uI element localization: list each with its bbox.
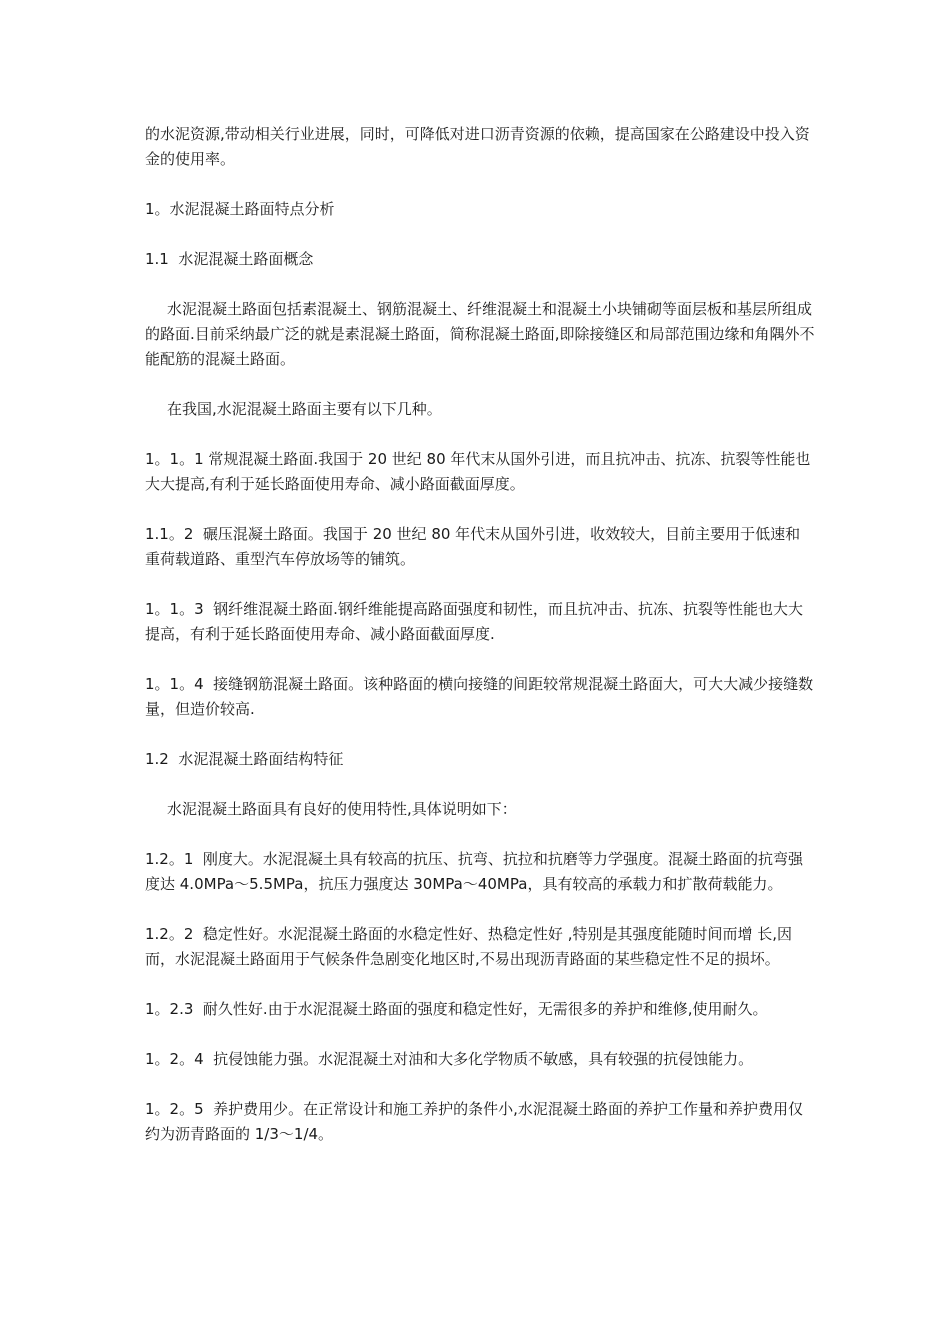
paragraph-types-intro: 在我国,水泥混凝土路面主要有以下几种。 (167, 400, 442, 418)
heading-section-1: 1。水泥混凝土路面特点分析 (145, 200, 335, 218)
paragraph-feature-3: 1。2.3 耐久性好.由于水泥混凝土路面的强度和稳定性好，无需很多的养护和维修,使用耐久。 (145, 1000, 768, 1018)
paragraph-feature-1: 1.2。1 刚度大。水泥混凝土具有较高的抗压、抗弯、抗拉和抗磨等力学强度。混凝土路面的抗弯强度达 4.0MPa～5.5MPa，抗压力强度达 30MPa～40MPa，具有较高的承载力和扩散荷载能力。 (145, 850, 803, 893)
paragraph-type-2: 1.1。2 碾压混凝土路面。我国于 20 世纪 80 年代末从国外引进，收效较大，目前主要用于低速和重荷载道路、重型汽车停放场等的铺筑。 (145, 525, 801, 568)
document-body (145, 122, 815, 1172)
paragraph-type-1: 1。1。1 常规混凝土路面.我国于 20 世纪 80 年代末从国外引进，而且抗冲击、抗冻、抗裂等性能也大大提高,有利于延长路面使用寿命、减小路面截面厚度。 (145, 450, 811, 493)
heading-section-1-1: 1.1 水泥混凝土路面概念 (145, 250, 314, 268)
paragraph-feature-5: 1。2。5 养护费用少。在正常设计和施工养护的条件小,水泥混凝土路面的养护工作量和养护费用仅约为沥青路面的 1/3～1/4。 (145, 1100, 803, 1143)
heading-section-1-2: 1.2 水泥混凝土路面结构特征 (145, 750, 344, 768)
paragraph-type-3: 1。1。3 钢纤维混凝土路面.钢纤维能提高路面强度和韧性，而且抗冲击、抗冻、抗裂等性能也大大提高，有利于延长路面使用寿命、减小路面截面厚度. (145, 600, 803, 643)
paragraph-type-4: 1。1。4 接缝钢筋混凝土路面。该种路面的横向接缝的间距较常规混凝土路面大，可大大减少接缝数量，但造价较高. (145, 675, 814, 718)
paragraph-features-intro: 水泥混凝土路面具有良好的使用特性,具体说明如下： (167, 800, 517, 818)
paragraph-concept: 水泥混凝土路面包括素混凝土、钢筋混凝土、纤维混凝土和混凝土小块铺砌等面层板和基层所组成的路面.目前采纳最广泛的就是素混凝土路面，简称混凝土路面,即除接缝区和局部范围边缘和角隅外不能配筋的混凝土路面。 (145, 300, 815, 368)
paragraph-feature-2: 1.2。2 稳定性好。水泥混凝土路面的水稳定性好、热稳定性好 ,特别是其强度能随时间而增 长,因而，水泥混凝土路面用于气候条件急剧变化地区时,不易出现沥青路面的某些稳定性不足的损坏。 (145, 925, 793, 968)
paragraph-feature-4: 1。2。4 抗侵蚀能力强。水泥混凝土对油和大多化学物质不敏感，具有较强的抗侵蚀能力。 (145, 1050, 754, 1068)
paragraph-intro-continuation: 的水泥资源,带动相关行业进展，同时，可降低对进口沥青资源的依赖，提高国家在公路建设中投入资金的使用率。 (145, 125, 810, 168)
